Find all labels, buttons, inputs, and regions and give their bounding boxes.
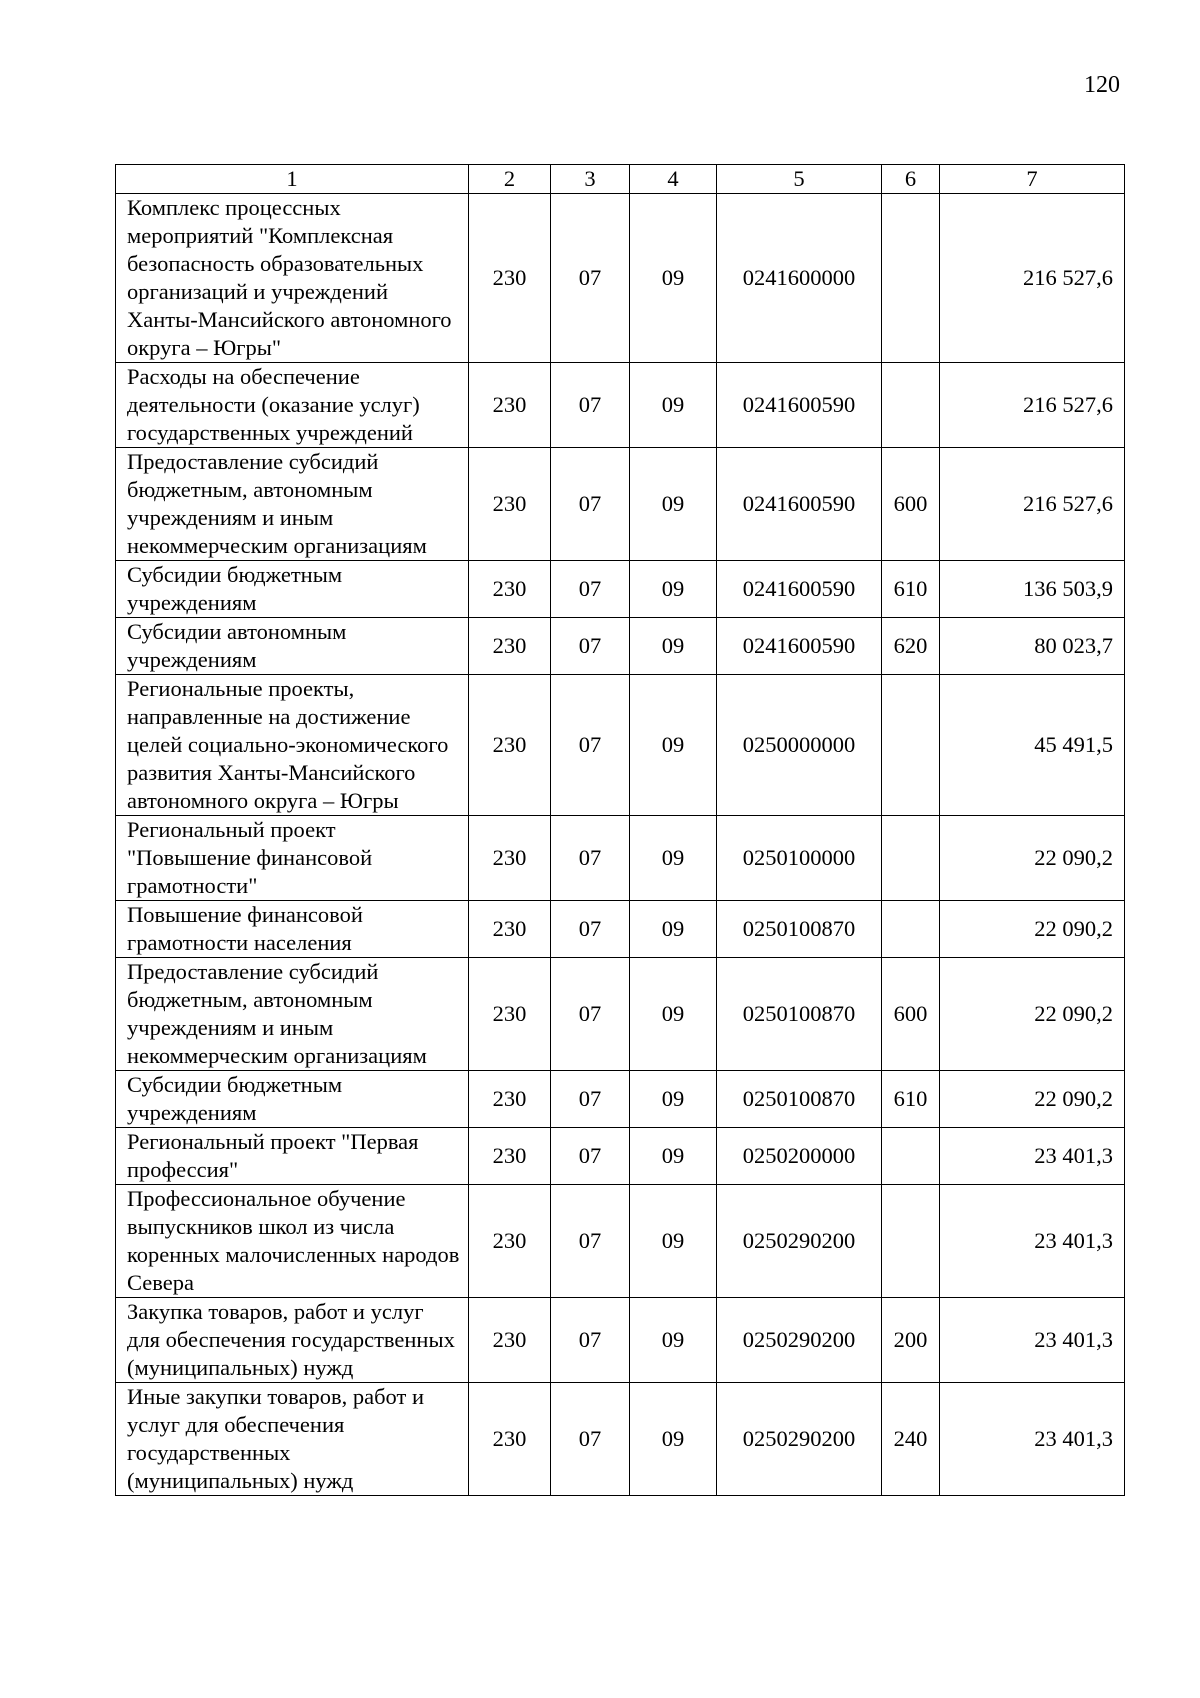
cell-col-4: 09: [630, 1383, 717, 1496]
cell-col-5: 0241600000: [717, 194, 882, 363]
table-body: [116, 194, 1125, 1496]
cell-col-6: [882, 901, 940, 958]
cell-col-7-amount: 23 401,3: [940, 1128, 1125, 1185]
cell-col-5: 0250100870: [717, 1071, 882, 1128]
column-header: 3: [551, 165, 630, 194]
cell-col-6: [882, 1128, 940, 1185]
cell-col-2: 230: [469, 1298, 551, 1383]
column-header: 4: [630, 165, 717, 194]
table-row: [116, 901, 1125, 958]
cell-col-7-amount: 22 090,2: [940, 958, 1125, 1071]
row-name: Предоставление субсидий бюджетным, автономным учреждениям и иным некоммерческим организациям: [116, 958, 469, 1071]
table-row: [116, 618, 1125, 675]
cell-col-4: 09: [630, 816, 717, 901]
table-row: [116, 1383, 1125, 1496]
cell-col-2: 230: [469, 561, 551, 618]
cell-col-4: 09: [630, 194, 717, 363]
cell-col-5: 0241600590: [717, 618, 882, 675]
cell-col-2: 230: [469, 901, 551, 958]
cell-col-3: 07: [551, 958, 630, 1071]
cell-col-4: 09: [630, 363, 717, 448]
table-row: [116, 958, 1125, 1071]
cell-col-7-amount: 216 527,6: [940, 448, 1125, 561]
cell-col-5: 0250100870: [717, 901, 882, 958]
cell-col-3: 07: [551, 448, 630, 561]
table-row: [116, 1128, 1125, 1185]
cell-col-2: 230: [469, 1383, 551, 1496]
header-row: [116, 165, 1125, 194]
table-row: [116, 363, 1125, 448]
cell-col-2: 230: [469, 1071, 551, 1128]
table-row: [116, 816, 1125, 901]
cell-col-3: 07: [551, 1128, 630, 1185]
cell-col-7-amount: 45 491,5: [940, 675, 1125, 816]
row-name: Региональный проект "Первая профессия": [116, 1128, 469, 1185]
cell-col-7-amount: 23 401,3: [940, 1185, 1125, 1298]
cell-col-7-amount: 216 527,6: [940, 194, 1125, 363]
cell-col-2: 230: [469, 958, 551, 1071]
cell-col-2: 230: [469, 675, 551, 816]
cell-col-4: 09: [630, 448, 717, 561]
row-name: Предоставление субсидий бюджетным, автономным учреждениям и иным некоммерческим организациям: [116, 448, 469, 561]
table-row: [116, 1185, 1125, 1298]
cell-col-6: [882, 1185, 940, 1298]
cell-col-7-amount: 23 401,3: [940, 1383, 1125, 1496]
row-name: Субсидии автономным учреждениям: [116, 618, 469, 675]
cell-col-5: 0250100000: [717, 816, 882, 901]
cell-col-3: 07: [551, 901, 630, 958]
cell-col-5: 0241600590: [717, 363, 882, 448]
cell-col-2: 230: [469, 448, 551, 561]
cell-col-7-amount: 23 401,3: [940, 1298, 1125, 1383]
cell-col-2: 230: [469, 618, 551, 675]
row-name: Профессиональное обучение выпускников школ из числа коренных малочисленных народов Севера: [116, 1185, 469, 1298]
cell-col-7-amount: 22 090,2: [940, 901, 1125, 958]
cell-col-3: 07: [551, 1071, 630, 1128]
column-header: 1: [116, 165, 469, 194]
cell-col-6: 600: [882, 448, 940, 561]
row-name: Субсидии бюджетным учреждениям: [116, 1071, 469, 1128]
cell-col-6: [882, 816, 940, 901]
cell-col-6: [882, 675, 940, 816]
cell-col-6: 240: [882, 1383, 940, 1496]
cell-col-3: 07: [551, 1185, 630, 1298]
cell-col-6: 610: [882, 1071, 940, 1128]
table-row: [116, 1071, 1125, 1128]
cell-col-3: 07: [551, 1383, 630, 1496]
cell-col-5: 0250000000: [717, 675, 882, 816]
table-row: [116, 675, 1125, 816]
cell-col-7-amount: 22 090,2: [940, 1071, 1125, 1128]
row-name: Расходы на обеспечение деятельности (оказание услуг) государственных учреждений: [116, 363, 469, 448]
table-row: [116, 448, 1125, 561]
cell-col-7-amount: 22 090,2: [940, 816, 1125, 901]
cell-col-4: 09: [630, 1071, 717, 1128]
row-name: Повышение финансовой грамотности населения: [116, 901, 469, 958]
column-header: 6: [882, 165, 940, 194]
cell-col-7-amount: 80 023,7: [940, 618, 1125, 675]
cell-col-7-amount: 216 527,6: [940, 363, 1125, 448]
cell-col-2: 230: [469, 1128, 551, 1185]
cell-col-3: 07: [551, 675, 630, 816]
cell-col-5: 0241600590: [717, 448, 882, 561]
cell-col-4: 09: [630, 958, 717, 1071]
cell-col-6: [882, 363, 940, 448]
cell-col-6: 600: [882, 958, 940, 1071]
cell-col-5: 0250290200: [717, 1185, 882, 1298]
row-name: Закупка товаров, работ и услуг для обеспечения государственных (муниципальных) нужд: [116, 1298, 469, 1383]
table-row: [116, 1298, 1125, 1383]
cell-col-4: 09: [630, 618, 717, 675]
cell-col-5: 0250100870: [717, 958, 882, 1071]
cell-col-6: 610: [882, 561, 940, 618]
cell-col-2: 230: [469, 194, 551, 363]
page-number: 120: [1084, 72, 1120, 98]
cell-col-2: 230: [469, 1185, 551, 1298]
cell-col-4: 09: [630, 901, 717, 958]
table-row: [116, 561, 1125, 618]
cell-col-5: 0250290200: [717, 1298, 882, 1383]
cell-col-4: 09: [630, 1185, 717, 1298]
cell-col-3: 07: [551, 816, 630, 901]
table-row: [116, 194, 1125, 363]
cell-col-3: 07: [551, 561, 630, 618]
row-name: Региональные проекты, направленные на достижение целей социально-экономического развития Ханты-Мансийского автономного округа – Югры: [116, 675, 469, 816]
cell-col-5: 0250290200: [717, 1383, 882, 1496]
cell-col-5: 0241600590: [717, 561, 882, 618]
cell-col-4: 09: [630, 561, 717, 618]
row-name: Региональный проект "Повышение финансовой грамотности": [116, 816, 469, 901]
cell-col-3: 07: [551, 194, 630, 363]
cell-col-4: 09: [630, 675, 717, 816]
cell-col-2: 230: [469, 363, 551, 448]
cell-col-4: 09: [630, 1128, 717, 1185]
cell-col-7-amount: 136 503,9: [940, 561, 1125, 618]
column-header: 7: [940, 165, 1125, 194]
cell-col-6: 200: [882, 1298, 940, 1383]
row-name: Субсидии бюджетным учреждениям: [116, 561, 469, 618]
row-name: Иные закупки товаров, работ и услуг для обеспечения государственных (муниципальных) нужд: [116, 1383, 469, 1496]
cell-col-5: 0250200000: [717, 1128, 882, 1185]
cell-col-6: [882, 194, 940, 363]
budget-table: [115, 164, 1125, 1496]
cell-col-2: 230: [469, 816, 551, 901]
cell-col-3: 07: [551, 363, 630, 448]
cell-col-6: 620: [882, 618, 940, 675]
column-header: 5: [717, 165, 882, 194]
cell-col-4: 09: [630, 1298, 717, 1383]
cell-col-3: 07: [551, 618, 630, 675]
column-header: 2: [469, 165, 551, 194]
row-name: Комплекс процессных мероприятий "Комплексная безопасность образовательных организаций и учреждений Ханты-Мансийского автономного округа – Югры": [116, 194, 469, 363]
cell-col-3: 07: [551, 1298, 630, 1383]
